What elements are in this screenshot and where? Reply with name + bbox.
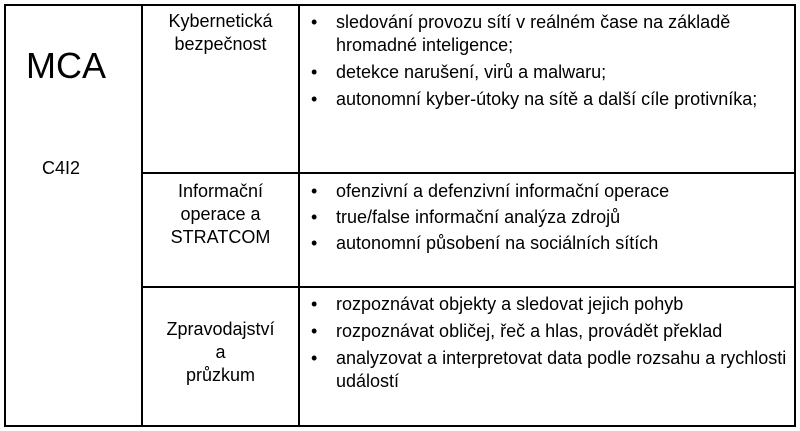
category-line: Zpravodajství	[166, 319, 275, 339]
list-item: • detekce narušení, virů a malwaru;	[300, 61, 794, 84]
category-line: Informační	[177, 181, 264, 201]
category-line: STRATCOM	[170, 227, 271, 247]
list-item: • rozpoznávat objekty a sledovat jejich pohyb	[300, 293, 794, 316]
row-cyber-security	[143, 6, 794, 174]
list-item: • true/false informační analýza zdrojů	[300, 206, 794, 229]
category-line: bezpečnost	[174, 34, 267, 54]
row-info-operations	[143, 174, 794, 288]
category-line: průzkum	[185, 365, 256, 385]
c4i2-label: C4I2	[42, 158, 81, 178]
list-item: • analyzovat a interpretovat data podle rozsahu a rychlosti událostí	[300, 347, 794, 393]
list-item: • ofenzivní a defenzivní informační operace	[300, 180, 794, 203]
cyber-security-list	[300, 11, 794, 115]
row-intelligence	[143, 288, 794, 425]
info-operations-list	[300, 180, 794, 258]
left-column	[6, 6, 143, 425]
category-intelligence	[143, 288, 300, 425]
category-line: operace a	[180, 204, 261, 224]
list-item: • sledování provozu sítí v reálném čase na základě hromadné inteligence;	[300, 11, 794, 57]
mca-title: MCA	[26, 45, 106, 86]
mca-table	[4, 4, 796, 427]
list-item: • rozpoznávat obličej, řeč a hlas, provádět překlad	[300, 320, 794, 343]
category-line: Kybernetická	[168, 11, 273, 31]
category-cyber-security	[143, 6, 300, 172]
category-info-operations	[143, 174, 300, 286]
intelligence-list	[300, 293, 794, 397]
list-item: • autonomní působení na sociálních sítích	[300, 232, 794, 255]
category-line: a	[215, 342, 226, 362]
list-item: • autonomní kyber-útoky na sítě a další cíle protivníka;	[300, 88, 794, 111]
